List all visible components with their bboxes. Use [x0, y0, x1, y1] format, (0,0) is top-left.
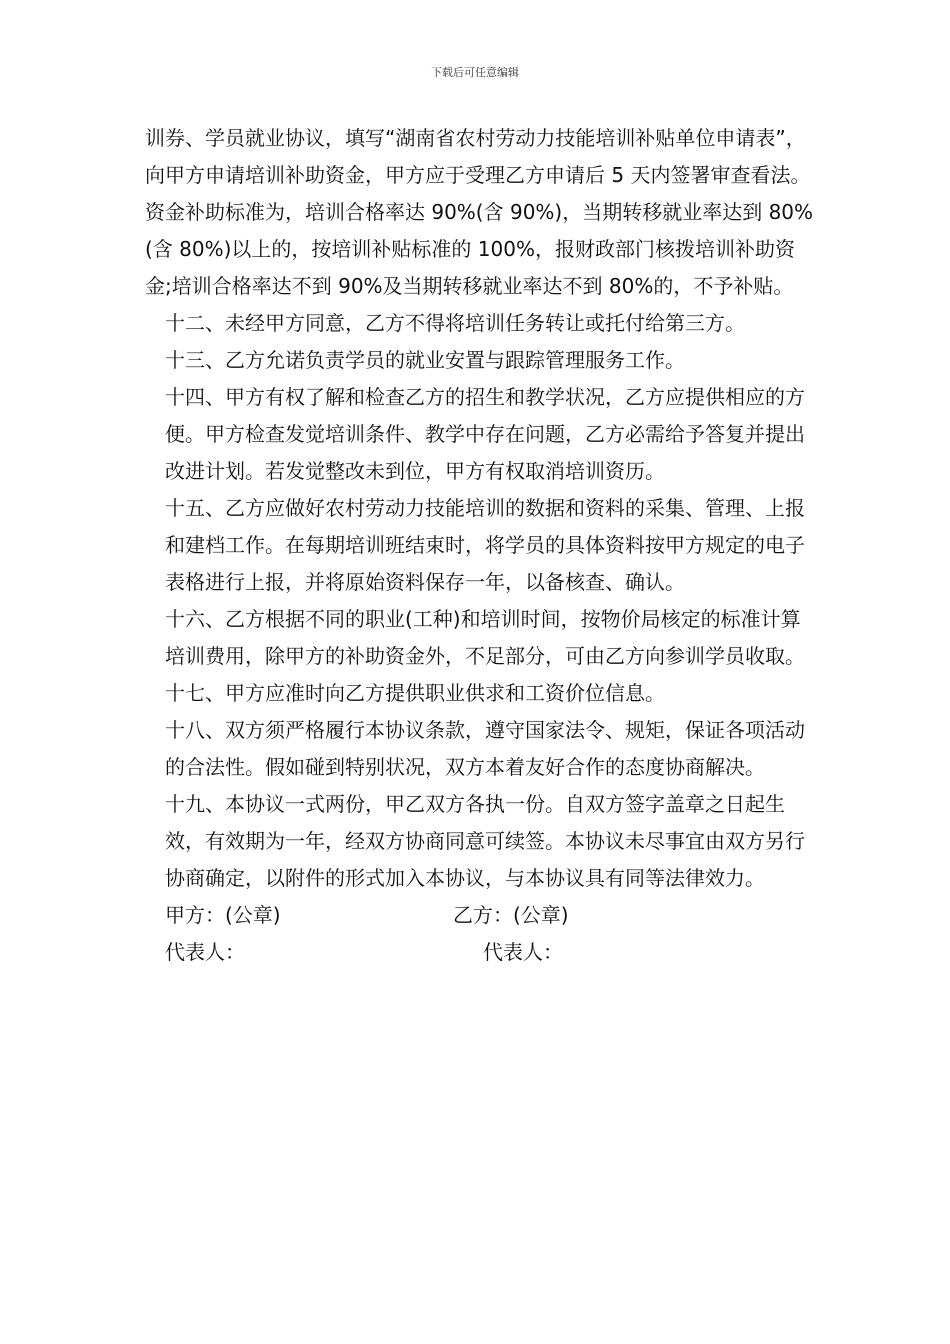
signature-representative-row: [145, 934, 815, 971]
clause-14: 十四、甲方有权了解和检查乙方的招生和教学状况，乙方应提供相应的方便。甲方检查发觉培训条件、教学中存在问题，乙方必需给予答复并提出改进计划。若发觉整改未到位，甲方有权取消培训资历。: [165, 385, 805, 483]
clause-19: 十九、本协议一式两份，甲乙双方各执一份。自双方签字盖章之日起生效，有效期为一年，经双方协商同意可续签。本协议未尽事宜由双方另行协商确定，以附件的形式加入本协议，与本协议具有同等法律效力。: [165, 792, 805, 890]
party-b-representative: 代表人：: [483, 940, 563, 964]
party-a-representative: 代表人：: [165, 940, 245, 964]
page-header-note: 下载后可任意编辑: [431, 66, 519, 79]
clause-18: 十八、双方须严格履行本协议条款，遵守国家法令、规矩，保证各项活动的合法性。假如碰到特别状况，双方本着友好合作的态度协商解决。: [165, 718, 805, 779]
clause-13: 十三、乙方允诺负责学员的就业安置与跟踪管理服务工作。: [165, 348, 685, 372]
clause-17: 十七、甲方应准时向乙方提供职业供求和工资价位信息。: [165, 681, 665, 705]
signature-seal-row: [145, 897, 815, 934]
clause-15: 十五、乙方应做好农村劳动力技能培训的数据和资料的采集、管理、上报和建档工作。在每期培训班结束时，将学员的具体资料按甲方规定的电子表格进行上报，并将原始资料保存一年，以备核查、确认。: [165, 496, 805, 594]
clause-16: 十六、乙方根据不同的职业(工种)和培训时间，按物价局核定的标准计算培训费用，除甲方的补助资金外，不足部分，可由乙方向参训学员收取。: [165, 607, 805, 668]
document-body: [145, 120, 815, 971]
party-a-seal: 甲方：(公章): [165, 903, 281, 927]
party-b-seal: 乙方：(公章): [453, 903, 569, 927]
clause-12: 十二、未经甲方同意，乙方不得将培训任务转让或托付给第三方。: [165, 311, 745, 335]
paragraph-continuation: 训券、学员就业协议，填写“湖南省农村劳动力技能培训补贴单位申请表”，向甲方申请培训补助资金，甲方应于受理乙方申请后 5 天内签署审查看法。资金补助标准为，培训合格率达 90%(含 90%)，当期转移就业率达到 80%(含 80%)以上的，按培训补贴标准的 100%，报财政部门核拨培训补助资金;培训合格率达不到 90%及当期转移就业率达不到 80%的，不予补贴。: [145, 126, 814, 298]
